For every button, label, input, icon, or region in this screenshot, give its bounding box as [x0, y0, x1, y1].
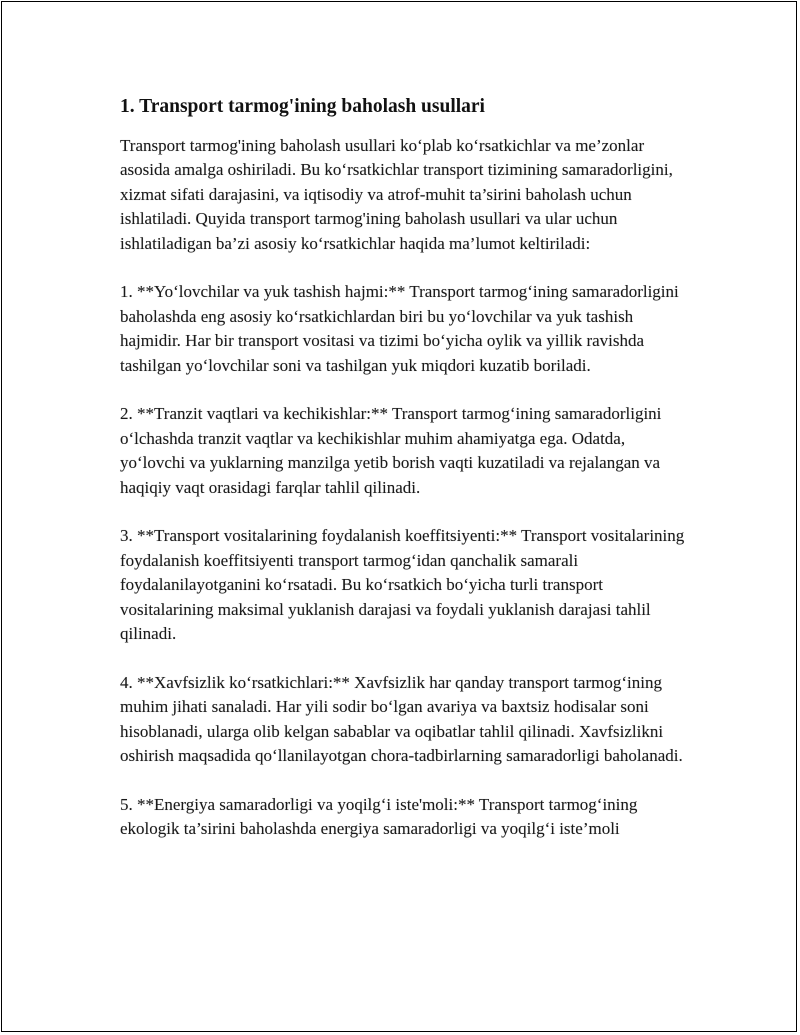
list-item-paragraph: 5. **Energiya samaradorligi va yoqilg‘i iste'moli:** Transport tarmog‘ining ekologik ta’sirini baholashda energiya samaradorligi va yoqilg‘i iste’moli [120, 794, 638, 839]
list-item-paragraph: 2. **Tranzit vaqtlari va kechikishlar:** Transport tarmog‘ining samaradorligini o‘lchashda tranzit vaqtlar va kechikishlar muhim ahamiyatga ega. Odatda, yo‘lovchi va yuklarning manzilga yetib borish vaqti kuzatiladi va rejalangan va haqiqiy vaqt orasidagi farqlar tahlil qilinadi. [120, 404, 662, 497]
section-heading: 1. Transport tarmog'ining baholash usullari [120, 96, 485, 117]
list-item-paragraph: 1. **Yo‘lovchilar va yuk tashish hajmi:** Transport tarmog‘ining samaradorligini baholashda eng asosiy ko‘rsatkichlardan biri bu yo‘lovchilar va yuk tashish hajmidir. Har bir transport vositasi va tizimi bo‘yicha oylik va yillik ravishda tashilgan yo‘lovchilar soni va tashilgan yuk miqdori kuzatib boriladi. [120, 282, 679, 375]
intro-paragraph: Transport tarmog'ining baholash usullari ko‘plab ko‘rsatkichlar va me’zonlar asosida amalga oshiriladi. Bu ko‘rsatkichlar transport tizimining samaradorligini, xizmat sifati darajasini, va iqtisodiy va atrof-muhit ta’sirini baholash uchun ishlatiladi. Quyida transport tarmog'ining baholash usullari va ular uchun ishlatiladigan ba’zi asosiy ko‘rsatkichlar haqida ma’lumot keltiriladi: [120, 136, 673, 253]
page-frame [1, 1, 797, 1032]
list-item-paragraph: 3. **Transport vositalarining foydalanish koeffitsiyenti:** Transport vositalarining foydalanish koeffitsiyenti transport tarmog‘idan qanchalik samarali foydalanilayotganini ko‘rsatadi. Bu ko‘rsatkich bo‘yicha turli transport vositalarining maksimal yuklanish darajasi va foydali yuklanish darajasi tahlil qilinadi. [120, 526, 685, 644]
document-body [120, 94, 690, 866]
list-item-paragraph: 4. **Xavfsizlik ko‘rsatkichlari:** Xavfsizlik har qanday transport tarmog‘ining muhim jihati sanaladi. Har yili sodir bo‘lgan avariya va baxtsiz hodisalar soni hisoblanadi, ularga olib kelgan sabablar va oqibatlar tahlil qilinadi. Xavfsizlikni oshirish maqsadida qo‘llanilayotgan chora-tadbirlarning samaradorligi baholanadi. [120, 672, 683, 766]
